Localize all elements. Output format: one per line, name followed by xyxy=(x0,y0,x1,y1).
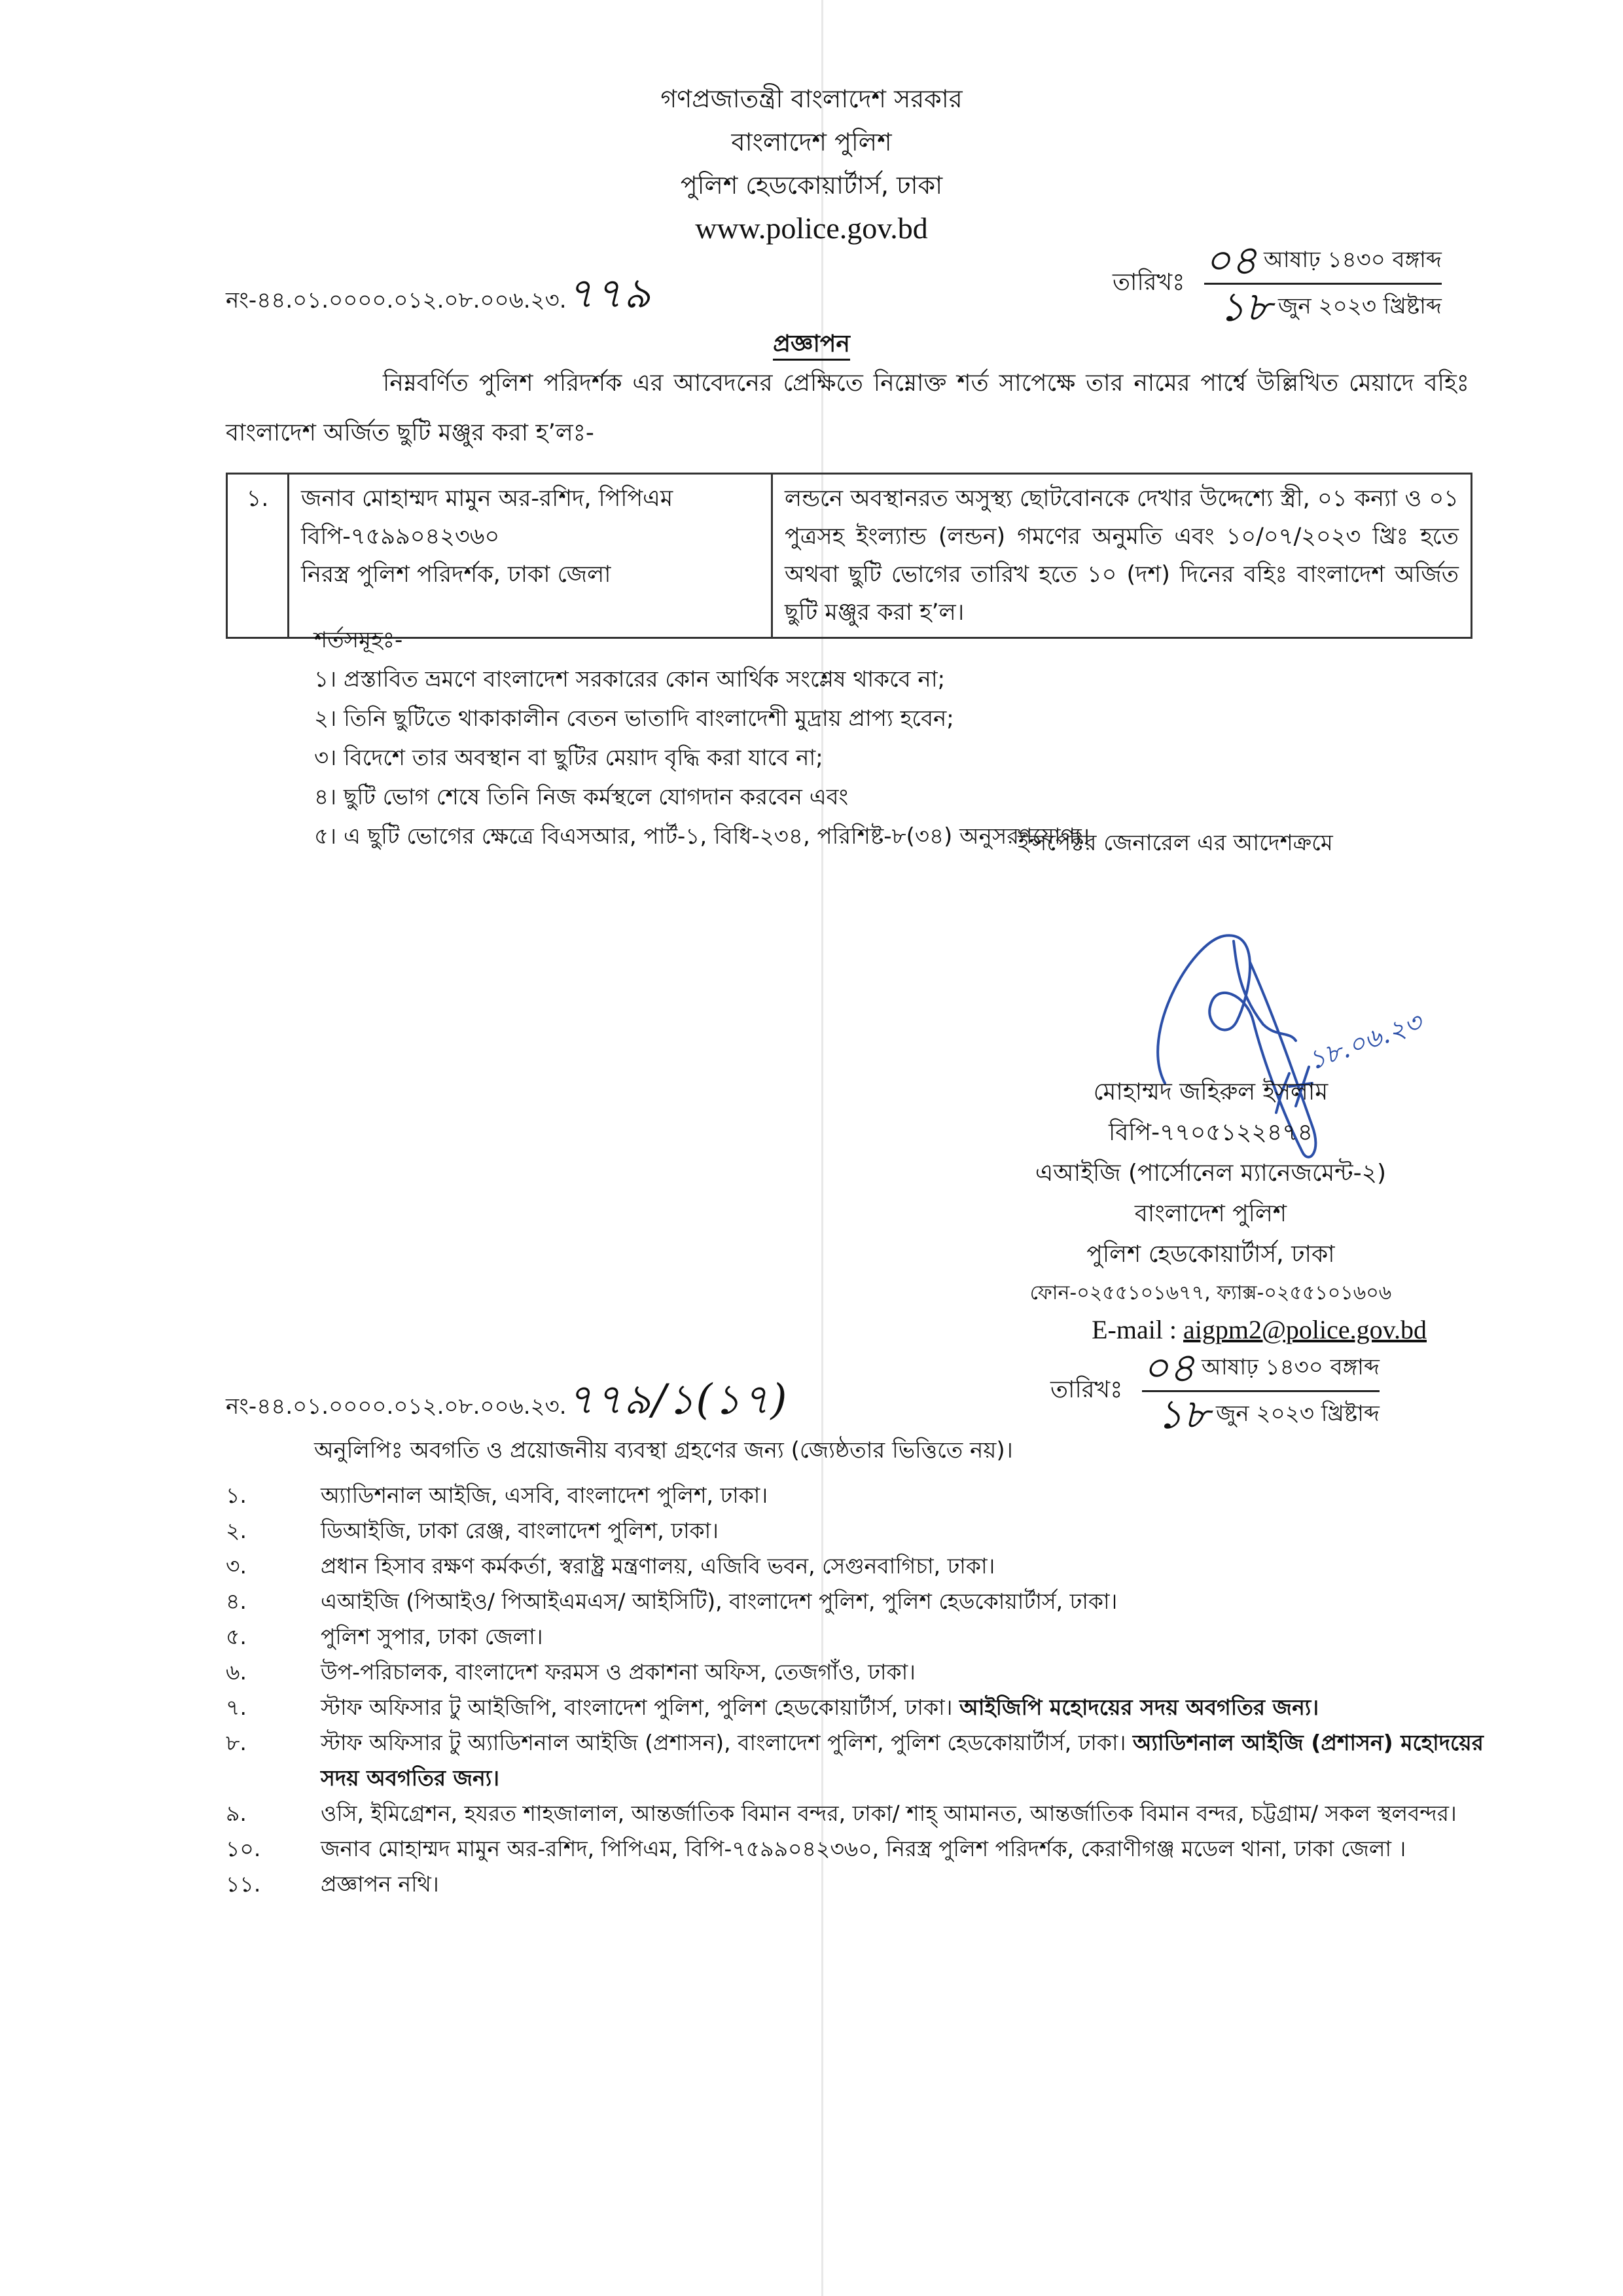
bangla-day-handwritten: ০৪ xyxy=(1142,1344,1195,1391)
english-day-handwritten: ১৮ xyxy=(1219,283,1272,331)
letterhead xyxy=(0,77,1623,250)
email-link[interactable]: aigpm2@police.gov.bd xyxy=(1183,1315,1427,1344)
copy-memo-date xyxy=(1050,1344,1380,1438)
item-bold-text: অ্যাডিশনাল আইজি (প্রশাসন) মহোদয়ের সদয় অবগতির জন্য। xyxy=(321,1730,1484,1791)
officer-cell xyxy=(289,474,772,638)
officer-bp-number: বিপি-৭৫৯৯০৪২৩৬০ xyxy=(301,524,500,550)
item-number: ১০. xyxy=(226,1836,261,1861)
memo-number xyxy=(226,262,652,332)
title-text: প্রজ্ঞাপন xyxy=(773,331,850,361)
copy-distribution-intro: অনুলিপিঃ অবগতি ও প্রয়োজনীয় ব্যবস্থা গ্রহণের জন্য (জ্যেষ্ঠতার ভিত্তিতে নয়)। xyxy=(314,1437,1013,1463)
memo-number-prefix: নং-৪৪.০১.০০০০.০১২.০৮.০০৬.২৩. xyxy=(226,1393,567,1420)
list-item xyxy=(226,1867,1508,1902)
item-plain-text: স্টাফ অফিসার টু আইজিপি, বাংলাদেশ পুলিশ, পুলিশ হেডকোয়ার্টার্স, ঢাকা। xyxy=(321,1695,959,1720)
item-number: ১১. xyxy=(226,1871,261,1897)
item-plain-text: পুলিশ সুপার, ঢাকা জেলা। xyxy=(321,1624,543,1649)
english-day-handwritten: ১৮ xyxy=(1156,1390,1209,1438)
table-row xyxy=(227,474,1472,638)
date-label: তারিখঃ xyxy=(1050,1376,1123,1403)
bangla-month-year: আষাঢ় ১৪৩০ বঙ্গাব্দ xyxy=(1263,247,1442,273)
item-number: ১. xyxy=(226,1482,247,1508)
copy-distribution-list xyxy=(226,1478,1508,1902)
item-number: ৯. xyxy=(226,1801,247,1826)
list-item xyxy=(226,1690,1508,1725)
item-text xyxy=(321,1584,1508,1619)
memo-number-prefix: নং-৪৪.০১.০০০০.০১২.০৮.০০৬.২৩. xyxy=(226,287,567,314)
office-name: পুলিশ হেডকোয়ার্টার্স, ঢাকা xyxy=(680,171,943,200)
officer-designation: নিরস্ত্র পুলিশ পরিদর্শক, ঢাকা জেলা xyxy=(301,562,611,588)
condition-item: ২। তিনি ছুটিতে থাকাকালীন বেতন ভাতাদি বাংলাদেশী মুদ্রায় প্রাপ্য হবেন; xyxy=(314,706,954,732)
copy-memo-number xyxy=(226,1368,789,1438)
signatory-designation: এআইজি (পার্সোনেল ম্যানেজমেন্ট-২) xyxy=(1035,1160,1387,1187)
english-date xyxy=(1142,1390,1380,1438)
condition-item: ৫। এ ছুটি ভোগের ক্ষেত্রে বিএসআর, পার্ট-১, বিধি-২৩৪, পরিশিষ্ট-৮(৩৪) অনুসরণযোগ্য। xyxy=(314,823,1090,850)
date-fraction xyxy=(1204,236,1442,331)
list-item xyxy=(226,1725,1508,1796)
list-item xyxy=(226,1584,1508,1619)
item-number: ৩. xyxy=(226,1553,247,1579)
item-plain-text: এআইজি (পিআইও/ পিআইএমএস/ আইসিটি), বাংলাদেশ পুলিশ, পুলিশ হেডকোয়ার্টার্স, ঢাকা। xyxy=(321,1588,1118,1614)
item-number: ২. xyxy=(226,1518,247,1543)
item-plain-text: উপ-পরিচালক, বাংলাদেশ ফরমস ও প্রকাশনা অফিস, তেজগাঁও, ঢাকা। xyxy=(321,1659,916,1685)
english-month-year: জুন ২০২৩ খ্রিষ্টাব্দ xyxy=(1216,1401,1380,1427)
condition-item: ৩। বিদেশে তার অবস্থান বা ছুটির মেয়াদ বৃদ্ধি করা যাবে না; xyxy=(314,745,823,771)
leave-detail-cell: লন্ডনে অবস্থানরত অসুস্থ্য ছোটবোনকে দেখার উদ্দেশ্যে স্ত্রী, ০১ কন্যা ও ০১ পুত্রসহ ইংল্যান্ড (লন্ডন) গমণের অনুমতি এবং ১০/০৭/২০২৩ খ্রিঃ হতে অথবা ছুটি ভোগের তারিখ হতে ১০ (দশ) দিনের বহিঃ বাংলাদেশ অর্জিত ছুটি মঞ্জুর করা হ’ল। xyxy=(772,474,1472,638)
condition-item: ৪। ছুটি ভোগ শেষে তিনি নিজ কর্মস্থলে যোগদান করবেন এবং xyxy=(314,784,849,810)
item-number: ৪. xyxy=(226,1588,247,1614)
list-item xyxy=(226,1796,1508,1831)
memo-date xyxy=(1113,236,1442,331)
website-link[interactable]: www.police.gov.bd xyxy=(695,211,928,245)
signatory-block xyxy=(982,1072,1440,1348)
bangla-date xyxy=(1204,236,1442,285)
item-plain-text: প্রজ্ঞাপন নথি। xyxy=(321,1871,439,1897)
memo-number-handwritten: ৭৭৯ xyxy=(566,270,652,318)
date-label: তারিখঃ xyxy=(1113,268,1185,296)
signatory-office: পুলিশ হেডকোয়ার্টার্স, ঢাকা xyxy=(1086,1241,1335,1268)
signatory-email xyxy=(982,1312,1440,1348)
item-plain-text: অ্যাডিশনাল আইজি, এসবি, বাংলাদেশ পুলিশ, ঢাকা। xyxy=(321,1482,768,1508)
signatory-name: মোহাম্মদ জহিরুল ইসলাম xyxy=(1093,1079,1329,1105)
list-item xyxy=(226,1619,1508,1655)
government-name: গণপ্রজাতন্ত্রী বাংলাদেশ সরকার xyxy=(660,84,963,113)
condition-item: ১। প্রস্তাবিত ভ্রমণে বাংলাদেশ সরকারের কোন আর্থিক সংশ্লেষ থাকবে না; xyxy=(314,666,946,692)
signatory-contact: ফোন-০২৫৫১০১৬৭৭, ফ্যাক্স-০২৫৫১০১৬০৬ xyxy=(1029,1282,1392,1304)
item-plain-text: স্টাফ অফিসার টু অ্যাডিশনাল আইজি (প্রশাসন), বাংলাদেশ পুলিশ, পুলিশ হেডকোয়ার্টার্স, ঢাকা। xyxy=(321,1730,1133,1755)
item-text xyxy=(321,1513,1508,1549)
department-name: বাংলাদেশ পুলিশ xyxy=(731,128,892,156)
item-text xyxy=(321,1619,1508,1655)
item-text xyxy=(321,1725,1508,1796)
english-month-year: জুন ২০২৩ খ্রিষ্টাব্দ xyxy=(1278,293,1442,319)
item-text xyxy=(321,1690,1508,1725)
item-plain-text: প্রধান হিসাব রক্ষণ কর্মকর্তা, স্বরাষ্ট্র মন্ত্রণালয়, এজিবি ভবন, সেগুনবাগিচা, ঢাকা। xyxy=(321,1553,995,1579)
english-date xyxy=(1204,283,1442,331)
signature-date-scrawl: ১৮.০৬.২৩ xyxy=(1304,1007,1426,1077)
signatory-bp-number: বিপি-৭৭০৫১২২৪৭৪ xyxy=(1109,1119,1313,1146)
item-bold-text: আইজিপি মহোদয়ের সদয় অবগতির জন্য। xyxy=(959,1695,1319,1720)
item-number: ৫. xyxy=(226,1624,247,1649)
item-plain-text: জনাব মোহাম্মদ মামুন অর-রশিদ, পিপিএম, বিপি-৭৫৯৯০৪২৩৬০, নিরস্ত্র পুলিশ পরিদর্শক, কেরাণীগঞ্জ মডেল থানা, ঢাকা জেলা । xyxy=(321,1836,1406,1861)
conditions-section xyxy=(314,620,1090,856)
list-item xyxy=(226,1831,1508,1867)
leave-order-table xyxy=(226,473,1472,639)
item-text xyxy=(321,1796,1508,1831)
memo-number-handwritten: ৭৭৯/১(১৭) xyxy=(566,1376,789,1424)
by-order-of-igp: ইন্সপেক্টর জেনারেল এর আদেশক্রমে xyxy=(1018,830,1333,856)
list-item xyxy=(226,1549,1508,1584)
item-text xyxy=(321,1478,1508,1513)
item-plain-text: ওসি, ইমিগ্রেশন, হযরত শাহজালাল, আন্তর্জাতিক বিমান বন্দর, ঢাকা/ শাহ্ আমানত, আন্তর্জাতিক বিমান বন্দর, চট্টগ্রাম/ সকল স্থলবন্দর। xyxy=(321,1801,1457,1826)
item-number: ৮. xyxy=(226,1730,247,1755)
conditions-title: শর্তসমূহঃ- xyxy=(314,627,403,653)
list-item xyxy=(226,1513,1508,1549)
item-number: ৬. xyxy=(226,1659,247,1685)
item-text xyxy=(321,1549,1508,1584)
bangla-day-handwritten: ০৪ xyxy=(1204,236,1257,284)
email-label: E-mail : xyxy=(1092,1315,1184,1344)
item-text xyxy=(321,1867,1508,1902)
date-fraction xyxy=(1142,1344,1380,1438)
list-item xyxy=(226,1478,1508,1513)
signatory-org: বাংলাদেশ পুলিশ xyxy=(1134,1200,1287,1227)
officer-name: জনাব মোহাম্মদ মামুন অর-রশিদ, পিপিএম xyxy=(301,486,673,512)
item-number: ৭. xyxy=(226,1695,247,1720)
list-item xyxy=(226,1655,1508,1690)
item-text xyxy=(321,1655,1508,1690)
bangla-month-year: আষাঢ় ১৪৩০ বঙ্গাব্দ xyxy=(1201,1354,1380,1380)
intro-paragraph: নিম্নবর্ণিত পুলিশ পরিদর্শক এর আবেদনের প্রেক্ষিতে নিম্নোক্ত শর্ত সাপেক্ষে তার নামের পার্শ্বে উল্লিখিত মেয়াদে বহিঃ বাংলাদেশ অর্জিত ছুটি মঞ্জুর করা হ’লঃ- xyxy=(226,370,1469,446)
bangla-date xyxy=(1142,1344,1380,1392)
item-plain-text: ডিআইজি, ঢাকা রেঞ্জ, বাংলাদেশ পুলিশ, ঢাকা। xyxy=(321,1518,719,1543)
item-text xyxy=(321,1831,1508,1867)
serial-cell: ১. xyxy=(227,474,289,638)
